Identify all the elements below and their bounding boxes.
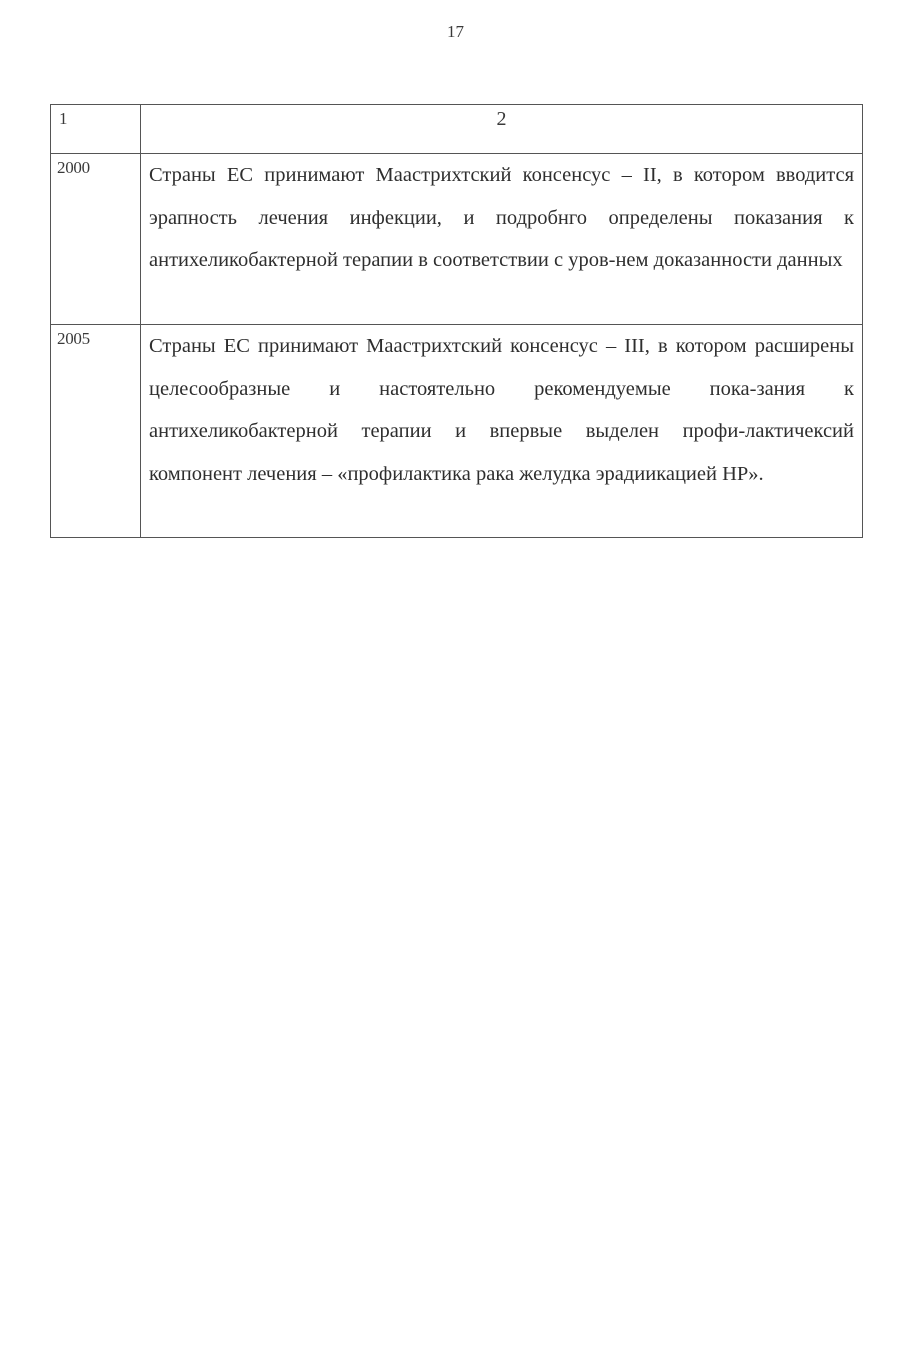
header-column-2: 2 (141, 105, 863, 154)
table-row (51, 325, 863, 538)
description-cell (141, 325, 863, 538)
description-cell (141, 154, 863, 325)
table-row (51, 154, 863, 325)
table-header-row (51, 105, 863, 154)
description-text: Страны ЕС принимают Маастрихтский консенсус – II, в котором вводится эрапность лечения инфекции, и подробнго определены показания к антихеликобактерной терапии в соответствии с уров-нем доказанности данных (149, 164, 854, 271)
chronology-table (50, 104, 863, 538)
year-cell: 2005 (51, 325, 141, 538)
page-number: 17 (447, 22, 464, 41)
description-text: Страны ЕС принимают Маастрихтский консенсус – III, в котором расширены целесообразные и настоятельно рекомендуемые пока-зания к антихеликобактерной терапии и впервые выделен профи-лактичексий компонент лечения – «профилактика рака желудка эрадиикацией HP». (149, 335, 854, 485)
header-column-1: 1 (51, 105, 141, 154)
year-cell: 2000 (51, 154, 141, 325)
